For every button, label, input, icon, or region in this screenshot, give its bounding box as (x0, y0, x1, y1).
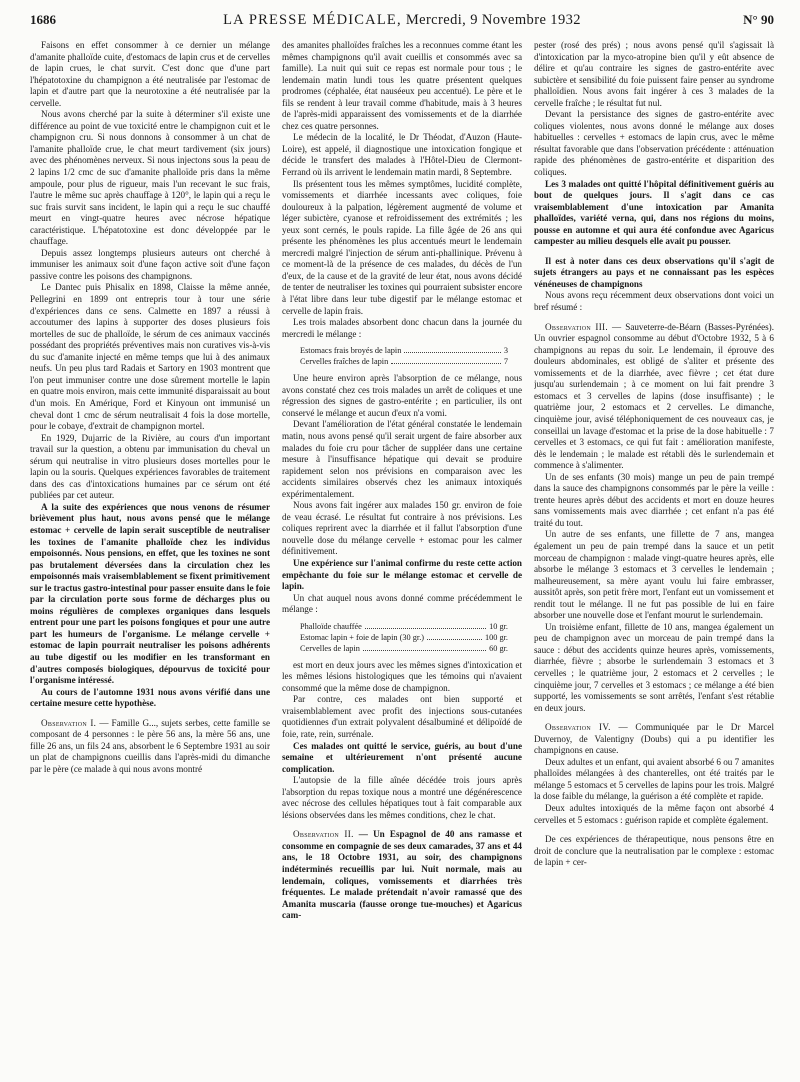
leader-dots (363, 643, 486, 651)
paragraph: L'autopsie de la fille aînée décédée trois jours après l'absorption du repas toxique nous a montré une dégénérescence avec nécrose des cellules hépatiques tout à fait comparable aux lésions observées dans les mêmes conditions, chez le chat. (282, 775, 522, 820)
dose-value: 10 gr. (489, 621, 508, 631)
page-header (30, 12, 774, 34)
paragraph-bold: Il est à noter dans ces deux observations qu'il s'agit de sujets étrangers au pays et ne connaissant pas les espèces vénéneuses de champignons (534, 255, 774, 289)
observation-3 (534, 322, 774, 472)
observation-2 (282, 829, 522, 921)
paragraph: est mort en deux jours avec les mêmes signes d'intoxication et les mêmes lésions histologiques que les témoins qui n'avaient consommé que la même dose de champignon. (282, 659, 522, 693)
dose-label: Estomacs frais broyés de lapin (300, 346, 402, 356)
journal-title: LA PRESSE MÉDICALE, (223, 12, 402, 28)
paragraph: Nous avons reçu récemment deux observations dont voici un bref résumé : (534, 290, 774, 313)
observation-heading: Observation I. (41, 717, 97, 728)
issue-date: Mercredi, 9 Novembre 1932 (405, 12, 581, 28)
paragraph-bold: Au cours de l'automne 1931 nous avons vérifié dans une certaine mesure cette hypothèse. (30, 686, 270, 709)
paragraph: Un autre de ses enfants, une fillette de 7 ans, mangea également un peu de pain trempé dans la sauce et un petit morceau de champignon : malade vingt-quatre heures après, elle absorbe le mélange 3 estomacs et 3 cervelles le lendemain ; malheureusement, sa mère ayant voulu lui faire embrasser, aussitôt après, son petit frère mort, l'enfant eut un vomissement et rendit tout le mélange. Il ne fut pas possible de lui en faire absorber une nouvelle dose et l'enfant mourut le surlendemain. (534, 529, 774, 621)
dose-value: 60 gr. (489, 643, 508, 653)
paragraph: De ces expériences de thérapeutique, nous pensons être en droit de conclure que la neutralisation par le complexe : estomac de lapin + cer- (534, 834, 774, 868)
paragraph: Un chat auquel nous avons donné comme précédemment le mélange : (282, 592, 522, 615)
paragraph: Une heure environ après l'absorption de ce mélange, nous avons constaté chez ces trois malades un arrêt de coliques et une régression des signes de gastro-entérite ; en particulier, ils ont conservé le mélange et aucun d'eux n'a vomi. (282, 373, 522, 418)
paragraph-bold: Ces malades ont quitté le service, guéris, au bout d'une semaine et ultérieurement n'ont présenté aucune complication. (282, 740, 522, 774)
page-number: 1686 (30, 12, 56, 27)
column-right (534, 40, 774, 1070)
dose-row (282, 643, 522, 654)
dose-label: Cervelles de lapin (300, 643, 360, 653)
paragraph: En 1929, Dujarric de la Rivière, au cours d'un important travail sur la question, a obtenu par immunisation du cheval un sérum qui neutralise in vitro plusieurs doses mortelles pour le lapin ou la souris. Quelques expériences favorables de traitement dans des cas d'intoxications humaines par ce sérum ont été publiées par cet auteur. (30, 432, 270, 501)
observation-text: — Famille G..., sujets serbes, cette famille se composant de 4 personnes : le père 56 ans, la mère 56 ans, une fille 26 ans, un fils 24 ans, absorbent le 6 Septembre 1931 au soir un plat de champignons cueillis dans l'après-midi du dimanche par le père (ce malade à qui nous avons montré (30, 717, 270, 774)
dose-label: Cervelles fraîches de lapin (300, 357, 389, 367)
paragraph: Faisons en effet consommer à ce dernier un mélange d'amanite phalloïde cuite, d'estomacs de lapin crus et de cervelles de lapin crues, le chat survit. C'est donc que d'une part l'hépatotoxine du champignon a été neutralisée par l'estomac de lapin et d'autre part que la neurotoxine a été neutralisée par la cervelle. (30, 40, 270, 108)
leader-dots (404, 345, 500, 353)
paragraph-bold: Les 3 malades ont quitté l'hôpital définitivement guéris au bout de quelques jours. Il s'agit dans ce cas vraisemblablement d'une intoxication par Amanita phalloïdes, variété verna, qui, dans nos régions du moins, pousse en automne et qui aura été confondue avec Agaricus campester au milieu desquels elle avait pu pousser. (534, 178, 774, 247)
leader-dots (391, 356, 501, 364)
paragraph: Deux adultes intoxiqués de la même façon ont absorbé 4 cervelles et 5 estomacs : guérison rapide et complète également. (534, 803, 774, 825)
dose-row (282, 356, 522, 367)
dose-value: 100 gr. (484, 632, 508, 642)
column-middle (282, 40, 522, 1070)
observation-heading: Observation IV. (545, 722, 611, 733)
paragraph: Le Dantec puis Phisalix en 1898, Claisse la même année, Pellegrini en 1899 ont entrepris tour à tour une série d'expériences dans ce sens. Calmette en 1897 a réussi à accoutumer des lapins à supporter des doses plusieurs fois mortelles de suc de phalloïde, le sérum de ces animaux vaccinés possédant des propriétés préventives mais non curatives vis-à-vis du suc d'amanite injecté en même temps que lui à des animaux neufs. Un peu plus tard Radais et Sartory en 1903 montrent que l'on peut immuniser contre une dose sûrement mortelle le lapin en quatre mois environ, mais cette immunité disparaissait au bout d'un mois. En Amérique, Ford et Kinyoun ont immunisé un cheval dont 1 cmc de sérum neutralisait 4 fois la dose mortelle, pour le cobaye, d'extrait de champignon mortel. (30, 282, 270, 432)
paragraph: Deux adultes et un enfant, qui avaient absorbé 6 ou 7 amanites phalloïdes mélangées à des chanterelles, ont été traités par le mélange 5 estomacs et 5 cervelles de lapins pour les trois. Malgré la dose faible du mélange, la guérison a été complète et rapide. (534, 756, 774, 802)
observation-text: — Sauveterre-de-Béarn (Basses-Pyrénées). Un ouvrier espagnol consomme au début d'Octobre 1932, 5 à 6 champignons au repas du soir. Le lendemain, il éprouve des douleurs abdominales, est obligé de s'aliter et présente des vomissements et de la diarrhée, avec fièvre ; cet état dure jusqu'au surlendemain ; à ce moment on lui fait prendre 3 estomacs et 3 cervelles de lapins (dose insuffisante) ; le quatrième jour, 2 estomacs et 2 cervelles. Le dimanche, cinquième jour, avisé téléphoniquement de ces nouveaux cas, je conseillai un lavage d'estomac et la prise de la dose habituelle : 7 cervelles et 3 estomacs, ce qui fut fait : amélioration manifeste, dès le lendemain ; le malade est rétabli dès le surlendemain et commence à s'alimenter. (534, 321, 774, 471)
paragraph: Un troisième enfant, fillette de 10 ans, mangea également un peu de champignon avec un morceau de pain trempé dans la sauce : début des accidents quinze heures après, vomissements, diarrhée, fièvre ; absorbe le surlendemain 3 estomacs et 3 cervelles ; le quatrième jour, 2 estomacs et 2 cervelles ; le cinquième jour, 7 cervelles et 3 estomacs ; ce mélange a été bien supporté, les vomissements se sont arrêtés, l'enfant s'est rétablie en deux jours. (534, 621, 774, 713)
text-columns (30, 40, 774, 1070)
dose-value: 7 (503, 357, 508, 367)
observation-1 (30, 718, 270, 776)
observation-heading: Observation II. (293, 829, 354, 840)
leader-dots (427, 632, 482, 640)
paragraph: Un de ses enfants (30 mois) mange un peu de pain trempé dans la sauce des champignons consommés par le père la veille : trente heures après début des accidents et mort en douze heures sans vomissements mais avec diarrhée ; cet enfant n'a pas été traité du tout. (534, 471, 774, 528)
issue-number: N° 90 (743, 12, 774, 27)
dose-value: 3 (503, 346, 508, 356)
paragraph: Les trois malades absorbent donc chacun dans la journée du mercredi le mélange : (282, 317, 522, 339)
leader-dots (365, 621, 486, 629)
paragraph: Nous avons fait ingérer aux malades 150 gr. environ de foie de veau écrasé. Le résultat fut contraire à nos prévisions. Les coliques reprirent avec la diarrhée et il fallut l'absorption d'une nouvelle dose du mélange cervelle + estomac pour les calmer définitivement. (282, 500, 522, 557)
dose-row (282, 632, 522, 643)
column-left (30, 40, 270, 1070)
dose-list-2 (282, 621, 522, 654)
paragraph: des amanites phalloïdes fraîches les a reconnues comme étant les mêmes champignons qu'il avait cueillis et consommés avec sa famille). La nuit qui suit ce repas est normale pour tous ; le lendemain matin lundi tous les quatre présentent quelques prodromes (céphalée, état nauséeux peu accentué). Le père et le fils se rendent à leur travail comme d'habitude, mais à 3 heures de l'après-midi apparaissent des vomissements et de la diarrhée chez ces quatre personnes. (282, 40, 522, 131)
paragraph: Depuis assez longtemps plusieurs auteurs ont cherché à immuniser les animaux soit d'une façon active soit d'une façon passive contre les poisons des champignons. (30, 247, 270, 281)
observation-text: — Communiquée par le Dr Marcel Duvernoy, de Valentigny (Doubs) qui a pu identifier les champignons en cause. (534, 722, 774, 756)
running-title (223, 12, 581, 29)
observation-text: — Un Espagnol de 40 ans ramasse et consomme en compagnie de ses deux camarades, 37 ans et 44 ans, le 18 Octobre 1931, au soir, des champignons indéterminés recueillis par lui. Nuit normale, mais au lendemain, coliques, vomissements et diarrhées très fréquentes. Le malade prétendait n'avoir ramassé que des Amanita muscaria (fausse oronge tue-mouches) et Agaricus cam- (282, 829, 522, 921)
paragraph-bold: Une expérience sur l'animal confirme du reste cette action empêchante du foie sur le mélange estomac et cervelle de lapin. (282, 557, 522, 592)
dose-label: Estomac lapin + foie de lapin (30 gr.) (300, 632, 425, 642)
paragraph: Ils présentent tous les mêmes symptômes, lucidité complète, vomissements et diarrhée incessants avec coliques, foie douloureux à la palpation, légèrement augmenté de volume et léger subictère, cyanose et refroidissement des extrémités ; les yeux sont cernés, le pouls rapide. La fille âgée de 26 ans qui présente les phénomènes les plus accentués meurt le lendemain mercredi malgré l'injection de sérum anti-phallinique. Prévenu à ce moment-là de la présence de ces malades, du décès de l'un d'eux, de la cause et de la gravité de leur état, nous avons décidé de tenter de neutraliser les toxines qui pourraient subsister encore à l'état libre dans leur tube digestif par le mélange estomac et cervelle de lapin frais. (282, 178, 522, 316)
paragraph: pester (rosé des prés) ; nous avons pensé qu'il s'agissait là d'intoxication par la myco-atropine bien qu'il y eût absence de délire et qu'au contraire les signes de gastro-entérite avec subictère et sensibilité du foie puissent faire penser au syndrome phalloïdien. Nous avons fait ingérer à ces 3 malades de la cervelle fraîche ; le résultat fut nul. (534, 40, 774, 108)
observation-heading: Observation III. (545, 321, 608, 332)
paragraph: Devant la persistance des signes de gastro-entérite avec coliques violentes, nous avons donné le mélange aux doses habituelles : cervelles + estomacs de lapin crus, avec le même résultat favorable que dans l'observation précédente : atténuation rapide des phénomènes de gastro-entérite et disparition des coliques. (534, 109, 774, 178)
dose-row (282, 621, 522, 632)
paragraph-bold: A la suite des expériences que nous venons de résumer brièvement plus haut, nous avons pensé que le mélange estomac + cervelle de lapin serait susceptible de neutraliser les toxines de l'amanite phalloïde chez les individus empoisonnés. Nous pensions, en effet, que les toxines ne sont pas brutalement déversées dans la circulation chez les empoisonnés mais vraisemblablement se fixent primitivement sur le tractus gastro-intestinal pour passer ensuite dans le foie par la circulation porte sous forme de décharges plus ou moins régulières de complexes organiques dans lesquels entrent pour une part les poisons fongiques et pour une autre part les humeurs de l'organisme. Le mélange cervelle + estomac de lapin pourrait neutraliser les poisons adhérents au tube digestif ou les modifier en les transformant en d'autres composés biologiques, dépourvus de toxicité pour l'organisme intéressé. (30, 501, 270, 686)
observation-4 (534, 722, 774, 757)
paragraph: Devant l'amélioration de l'état général constatée le lendemain matin, nous avons pensé qu'il serait urgent de faire absorber aux malades du foie cru pour tâcher de suppléer dans une certaine mesure à l'insuffisance hépatique qui devait se produire rapidement selon nos prévisions en comparaison avec les accidents similaires observés chez les animaux intoxiqués expérimentalement. (282, 419, 522, 499)
dose-row (282, 345, 522, 356)
dose-list-1 (282, 345, 522, 367)
dose-label: Phalloïde chauffée (300, 621, 362, 631)
paragraph: Nous avons cherché par la suite à déterminer s'il existe une différence au point de vue toxicité entre le champignon cuit et le champignon cru. Si nous donnons à consommer à un chat de l'amanite phalloïde crue, le chat meurt tardivement (six jours) avec des phénomènes nerveux. Si nous injectons sous la peau de 2 lapins 1/2 cmc de suc d'amanite phalloïde pris dans la même ampoule, pour plus de rigueur, mais l'un recevant le suc frais, l'autre le même suc après chauffage à 120°, le lapin qui a reçu le suc frais survit sans incident, le lapin qui a reçu le suc chauffé meurt en vingt-quatre heures avec nécrose hépatique caractéristique. L'hépatotoxine est donc développée par le chauffage. (30, 109, 270, 247)
paragraph: Par contre, ces malades ont bien supporté et vraisemblablement avec profit des injections sous-cutanées quotidiennes d'un extrait polyvalent désalbuminé et délipoïdé de foie, rate, rein, surrénale. (282, 694, 522, 739)
paragraph: Le médecin de la localité, le Dr Théodat, d'Auzon (Haute-Loire), est appelé, il diagnostique une intoxication fongique et décide le transfert des malades à l'Hôtel-Dieu de Clermont-Ferrand où ils arrivent le lendemain matin mardi, 8 Septembre. (282, 132, 522, 178)
